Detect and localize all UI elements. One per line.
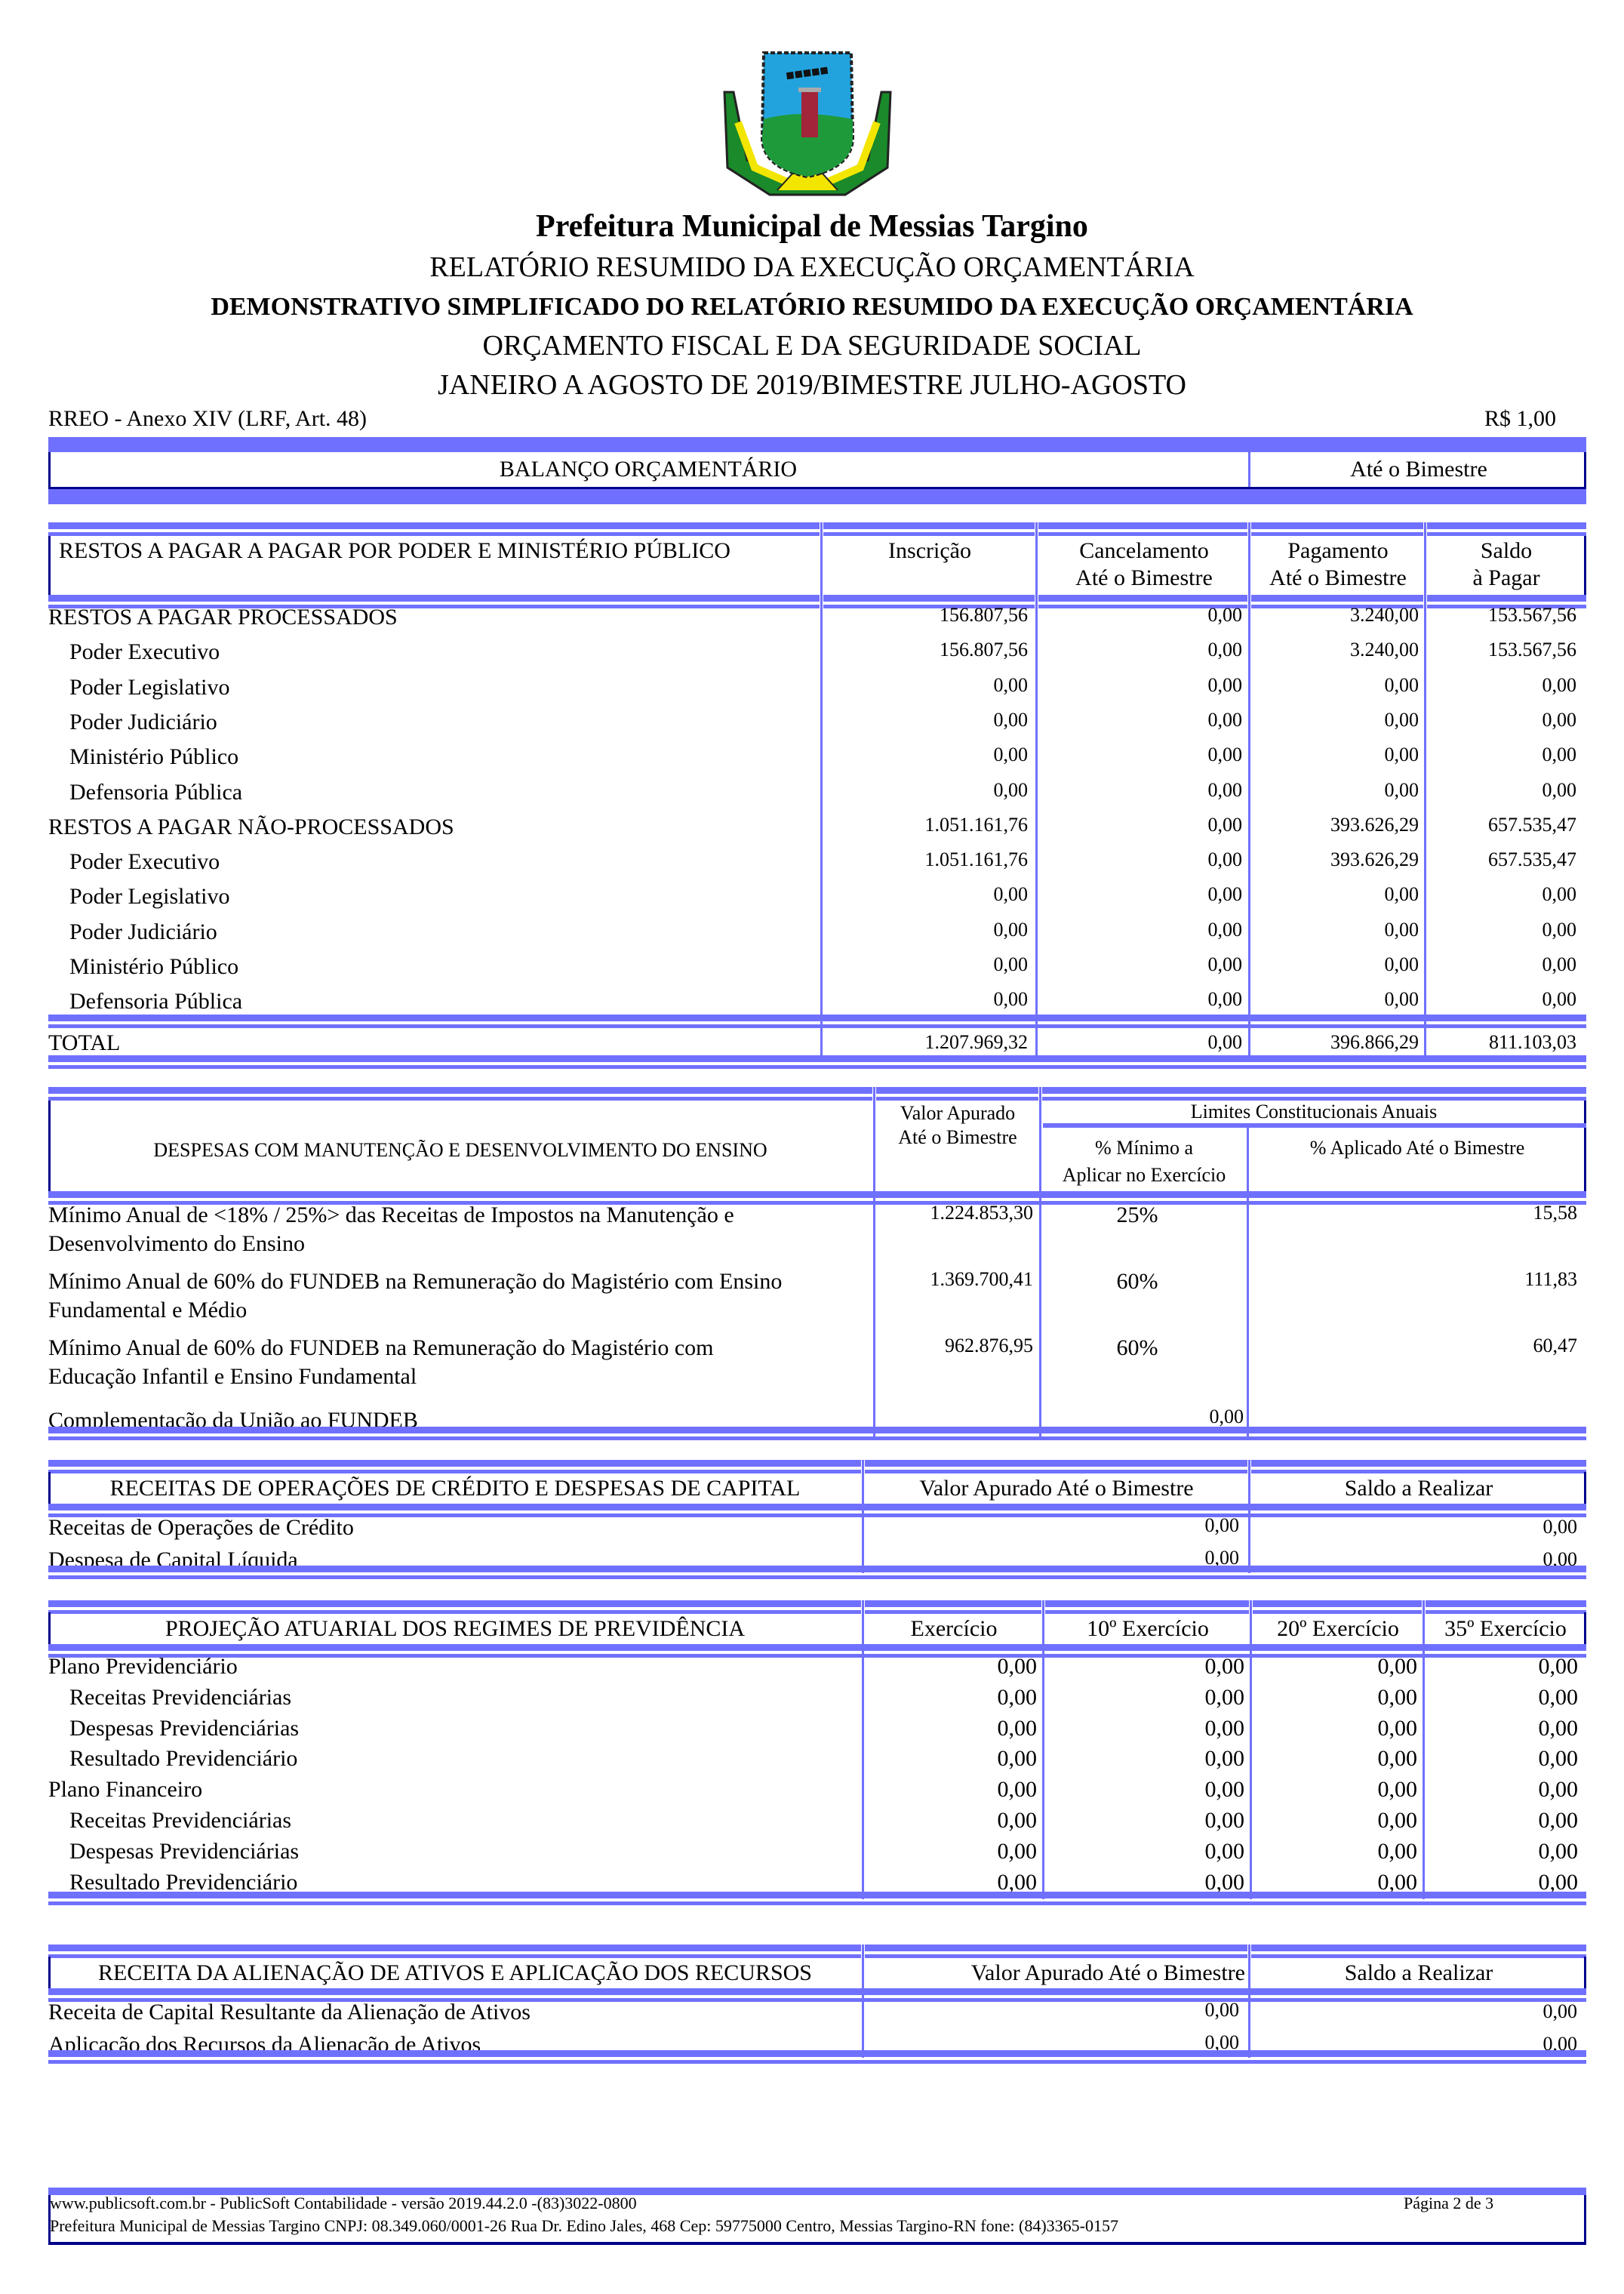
row-value: 0,00 [1207, 918, 1242, 941]
row-value: 0,00 [1207, 813, 1242, 836]
row-label: Plano Financeiro [48, 1777, 203, 1803]
row-value: 0,00 [1384, 708, 1419, 731]
col-header-valor-apurado: Valor Apurado [900, 1102, 1016, 1124]
row-label-line1: Mínimo Anual de 60% do FUNDEB na Remuneração do Magistério com [48, 1335, 714, 1360]
row-value: 0,00 [1204, 1808, 1244, 1833]
row-value: 0,00 [1542, 918, 1576, 941]
row-value: 0,00 [997, 1777, 1037, 1803]
row-value: 0,00 [1542, 744, 1576, 766]
row-value: 0,00 [993, 988, 1028, 1011]
row-value: 0,00 [1207, 988, 1242, 1011]
report-subtitle: DEMONSTRATIVO SIMPLIFICADO DO RELATÓRIO RESUMIDO DA EXECUÇÃO ORÇAMENTÁRIA [211, 293, 1413, 321]
row-value: 0,00 [1377, 1715, 1417, 1741]
row-valor: 1.224.853,30 [930, 1202, 1033, 1224]
row-label-line1: Mínimo Anual de 60% do FUNDEB na Remuneração do Magistério com Ensino [48, 1269, 783, 1294]
municipality-title: Prefeitura Municipal de Messias Targino [536, 209, 1088, 244]
row-value: 0,00 [993, 918, 1028, 941]
row-value: 0,00 [1384, 953, 1419, 975]
row-value: 0,00 [1207, 778, 1242, 801]
row-minimo: 60% [1116, 1335, 1158, 1360]
report-title: RELATÓRIO RESUMIDO DA EXECUÇÃO ORÇAMENTÁRIA [429, 251, 1195, 283]
row-valor: 0,00 [1204, 1547, 1239, 1569]
row-value: 0,00 [997, 1684, 1037, 1710]
row-value: 0,00 [1207, 673, 1242, 696]
col-header-saldo-realizar: Saldo a Realizar [1344, 1960, 1493, 1985]
row-label: Poder Legislativo [69, 884, 230, 910]
row-value: 3.240,00 [1350, 639, 1419, 661]
total-cancelamento: 0,00 [1207, 1031, 1242, 1053]
row-value: 0,00 [1204, 1654, 1244, 1679]
row-label: Receitas Previdenciárias [69, 1684, 292, 1710]
col-header-pagamento: Pagamento [1287, 538, 1389, 563]
col-header-saldo-realizar: Saldo a Realizar [1344, 1476, 1493, 1501]
col-header-saldo-sub: à Pagar [1472, 565, 1540, 590]
credito-title: RECEITAS DE OPERAÇÕES DE CRÉDITO E DESPESAS DE CAPITAL [109, 1476, 801, 1501]
row-value: 0,00 [1207, 744, 1242, 766]
col-header-limites: Limites Constitucionais Anuais [1190, 1101, 1438, 1122]
row-value: 657.535,47 [1488, 848, 1576, 871]
row-saldo: 0,00 [1542, 2033, 1577, 2055]
row-value: 0,00 [1538, 1746, 1578, 1772]
row-label: Resultado Previdenciário [69, 1869, 298, 1895]
row-value: 657.535,47 [1488, 813, 1576, 836]
row-value: 1.051.161,76 [924, 848, 1028, 871]
row-value: 0,00 [1538, 1715, 1578, 1741]
row-valor: 0,00 [1204, 1999, 1239, 2021]
row-label-line2: Fundamental e Médio [48, 1298, 248, 1323]
row-saldo: 0,00 [1542, 1548, 1577, 1570]
total-label: TOTAL [48, 1030, 121, 1055]
row-label: Poder Judiciário [69, 709, 217, 734]
row-value: 0,00 [1542, 988, 1576, 1011]
row-value: 3.240,00 [1350, 604, 1419, 626]
row-label: Plano Previdenciário [48, 1654, 238, 1679]
row-value: 0,00 [1207, 604, 1242, 626]
report-period: JANEIRO A AGOSTO DE 2019/BIMESTRE JULHO-AGOSTO [438, 369, 1186, 401]
row-value: 0,00 [1384, 918, 1419, 941]
row-value: 0,00 [1204, 1777, 1244, 1803]
row-valor: 0,00 [1204, 2031, 1239, 2053]
col-header-pagamento-sub: Até o Bimestre [1269, 565, 1407, 590]
col-header-35-exercicio: 35º Exercício [1444, 1616, 1567, 1641]
row-value: 0,00 [1204, 1838, 1244, 1864]
budget-scope: ORÇAMENTO FISCAL E DA SEGURIDADE SOCIAL [482, 330, 1142, 362]
row-value: 0,00 [993, 883, 1028, 906]
municipality-address: Prefeitura Municipal de Messias Targino CNPJ: 08.349.060/0001-26 Rua Dr. Edino Jales, 468 Cep: 59775000 Centro, Messias Targino-RN fone: (84)3365-0157 [50, 2216, 1118, 2235]
row-value: 153.567,56 [1488, 604, 1576, 626]
alienacao-title: RECEITA DA ALIENAÇÃO DE ATIVOS E APLICAÇÃO DOS RECURSOS [97, 1960, 812, 1985]
ensino-title: DESPESAS COM MANUTENÇÃO E DESENVOLVIMENTO DO ENSINO [153, 1139, 767, 1161]
row-value: 0,00 [1542, 673, 1576, 696]
row-value: 0,00 [1384, 778, 1419, 801]
software-credit: www.publicsoft.com.br - PublicSoft Contabilidade - versão 2019.44.2.0 -(83)3022-0800 [50, 2194, 637, 2212]
page-number: Página 2 de 3 [1404, 2194, 1494, 2212]
row-value: 0,00 [1538, 1869, 1578, 1895]
row-value: 0,00 [1377, 1684, 1417, 1710]
col-header-minimo-sub: Aplicar no Exercício [1062, 1164, 1226, 1186]
row-minimo: 60% [1116, 1269, 1158, 1294]
row-value: 0,00 [1207, 708, 1242, 731]
row-valor: 1.369.700,41 [930, 1268, 1033, 1290]
row-value: 0,00 [997, 1746, 1037, 1772]
total-saldo: 811.103,03 [1488, 1031, 1576, 1053]
row-value: 0,00 [1542, 778, 1576, 801]
row-value: 0,00 [993, 673, 1028, 696]
balanco-title: BALANÇO ORÇAMENTÁRIO [499, 457, 798, 482]
row-value: 0,00 [993, 953, 1028, 975]
row-label: Despesas Previdenciárias [69, 1838, 300, 1864]
row-aplicado: 15,58 [1533, 1202, 1577, 1224]
row-label: Poder Legislativo [69, 674, 230, 700]
row-value: 0,00 [1384, 883, 1419, 906]
annex-label: RREO - Anexo XIV (LRF, Art. 48) [48, 406, 368, 431]
row-value: 156.807,56 [940, 639, 1028, 661]
row-label: Poder Judiciário [69, 919, 217, 944]
col-header-saldo: Saldo [1480, 538, 1533, 563]
col-header-20-exercicio: 20º Exercício [1277, 1616, 1399, 1641]
col-header-valor-apurado-sub: Até o Bimestre [898, 1126, 1017, 1148]
row-label: Resultado Previdenciário [69, 1746, 298, 1772]
row-value: 0,00 [993, 708, 1028, 731]
row-value: 0,00 [1207, 848, 1242, 871]
row-value: 0,00 [1377, 1746, 1417, 1772]
row-value: 156.807,56 [940, 604, 1028, 626]
col-header-valor-apurado: Valor Apurado Até o Bimestre [970, 1960, 1245, 1985]
row-label: Poder Executivo [69, 639, 220, 665]
complementacao-label: Complementação da União ao FUNDEB [48, 1408, 418, 1433]
row-value: 0,00 [997, 1715, 1037, 1741]
row-value: 0,00 [993, 744, 1028, 766]
balanco-period: Até o Bimestre [1350, 457, 1487, 482]
row-saldo: 0,00 [1542, 2000, 1577, 2022]
total-inscricao: 1.207.969,32 [924, 1031, 1028, 1053]
previdencia-title: PROJEÇÃO ATUARIAL DOS REGIMES DE PREVIDÊNCIA [165, 1616, 746, 1641]
row-label: Ministério Público [69, 744, 239, 770]
row-value: 0,00 [1538, 1777, 1578, 1803]
row-label: Despesas Previdenciárias [69, 1715, 300, 1741]
row-label: Poder Executivo [69, 849, 220, 875]
row-value: 0,00 [993, 778, 1028, 801]
row-value: 0,00 [997, 1869, 1037, 1895]
row-label: RESTOS A PAGAR PROCESSADOS [48, 605, 398, 630]
row-label: RESTOS A PAGAR NÃO-PROCESSADOS [48, 814, 454, 839]
row-label: Receitas de Operações de Crédito [48, 1515, 354, 1540]
row-aplicado: 60,47 [1533, 1335, 1577, 1356]
row-label: Aplicação dos Recursos da Alienação de Ativos [48, 2032, 481, 2057]
row-valor: 0,00 [1204, 1514, 1239, 1536]
row-value: 393.626,29 [1330, 848, 1419, 871]
restos-header-title: RESTOS A PAGAR A PAGAR POR PODER E MINISTÉRIO PÚBLICO [59, 538, 730, 563]
col-header-exercicio: Exercício [910, 1616, 998, 1641]
row-label: Despesa de Capital Líquida [48, 1547, 298, 1572]
row-value: 0,00 [1204, 1746, 1244, 1772]
currency-unit: R$ 1,00 [1484, 406, 1556, 431]
row-value: 0,00 [1204, 1869, 1244, 1895]
row-value: 0,00 [997, 1654, 1037, 1679]
row-value: 0,00 [1538, 1838, 1578, 1864]
row-value: 0,00 [1538, 1654, 1578, 1679]
row-value: 0,00 [1384, 988, 1419, 1011]
row-value: 1.051.161,76 [924, 813, 1028, 836]
row-value: 0,00 [1542, 953, 1576, 975]
row-label: Defensoria Pública [69, 989, 243, 1015]
row-label: Receita de Capital Resultante da Alienação de Ativos [48, 2000, 531, 2025]
row-value: 0,00 [1377, 1808, 1417, 1833]
row-value: 0,00 [1204, 1684, 1244, 1710]
row-value: 0,00 [1542, 708, 1576, 731]
row-saldo: 0,00 [1542, 1516, 1577, 1538]
row-value: 0,00 [1207, 953, 1242, 975]
col-header-aplicado: % Aplicado Até o Bimestre [1309, 1137, 1525, 1159]
row-value: 0,00 [1204, 1715, 1244, 1741]
row-value: 0,00 [1542, 883, 1576, 906]
row-label-line2: Desenvolvimento do Ensino [48, 1231, 305, 1256]
row-value: 0,00 [1384, 673, 1419, 696]
row-value: 0,00 [1538, 1684, 1578, 1710]
row-value: 0,00 [1207, 639, 1242, 661]
row-valor: 962.876,95 [945, 1335, 1033, 1356]
row-value: 0,00 [1377, 1838, 1417, 1864]
row-aplicado: 111,83 [1524, 1268, 1577, 1290]
row-value: 0,00 [997, 1808, 1037, 1833]
col-header-cancelamento: Cancelamento [1079, 538, 1209, 563]
row-value: 0,00 [1377, 1654, 1417, 1679]
row-value: 0,00 [1377, 1777, 1417, 1803]
row-minimo: 25% [1116, 1202, 1158, 1227]
row-value: 0,00 [1538, 1808, 1578, 1833]
row-label: Ministério Público [69, 954, 239, 979]
row-value: 0,00 [997, 1838, 1037, 1864]
row-value: 153.567,56 [1488, 639, 1576, 661]
coat-of-arms-icon [717, 47, 898, 198]
row-value: 0,00 [1207, 883, 1242, 906]
complementacao-value: 0,00 [1209, 1406, 1244, 1427]
row-label: Defensoria Pública [69, 779, 243, 805]
col-header-inscricao: Inscrição [888, 538, 971, 563]
row-value: 393.626,29 [1330, 813, 1419, 836]
col-header-valor-apurado: Valor Apurado Até o Bimestre [919, 1476, 1194, 1501]
total-pagamento: 396.866,29 [1330, 1031, 1419, 1053]
row-value: 0,00 [1384, 744, 1419, 766]
col-header-10-exercicio: 10º Exercício [1087, 1616, 1209, 1641]
row-label-line1: Mínimo Anual de <18% / 25%> das Receitas de Impostos na Manutenção e [48, 1202, 734, 1227]
col-header-minimo: % Mínimo a [1095, 1137, 1193, 1159]
col-header-cancelamento-sub: Até o Bimestre [1075, 565, 1213, 590]
row-label-line2: Educação Infantil e Ensino Fundamental [48, 1364, 417, 1389]
svg-text:■■■■■: ■■■■■ [785, 64, 829, 81]
row-value: 0,00 [1377, 1869, 1417, 1895]
row-label: Receitas Previdenciárias [69, 1808, 292, 1833]
